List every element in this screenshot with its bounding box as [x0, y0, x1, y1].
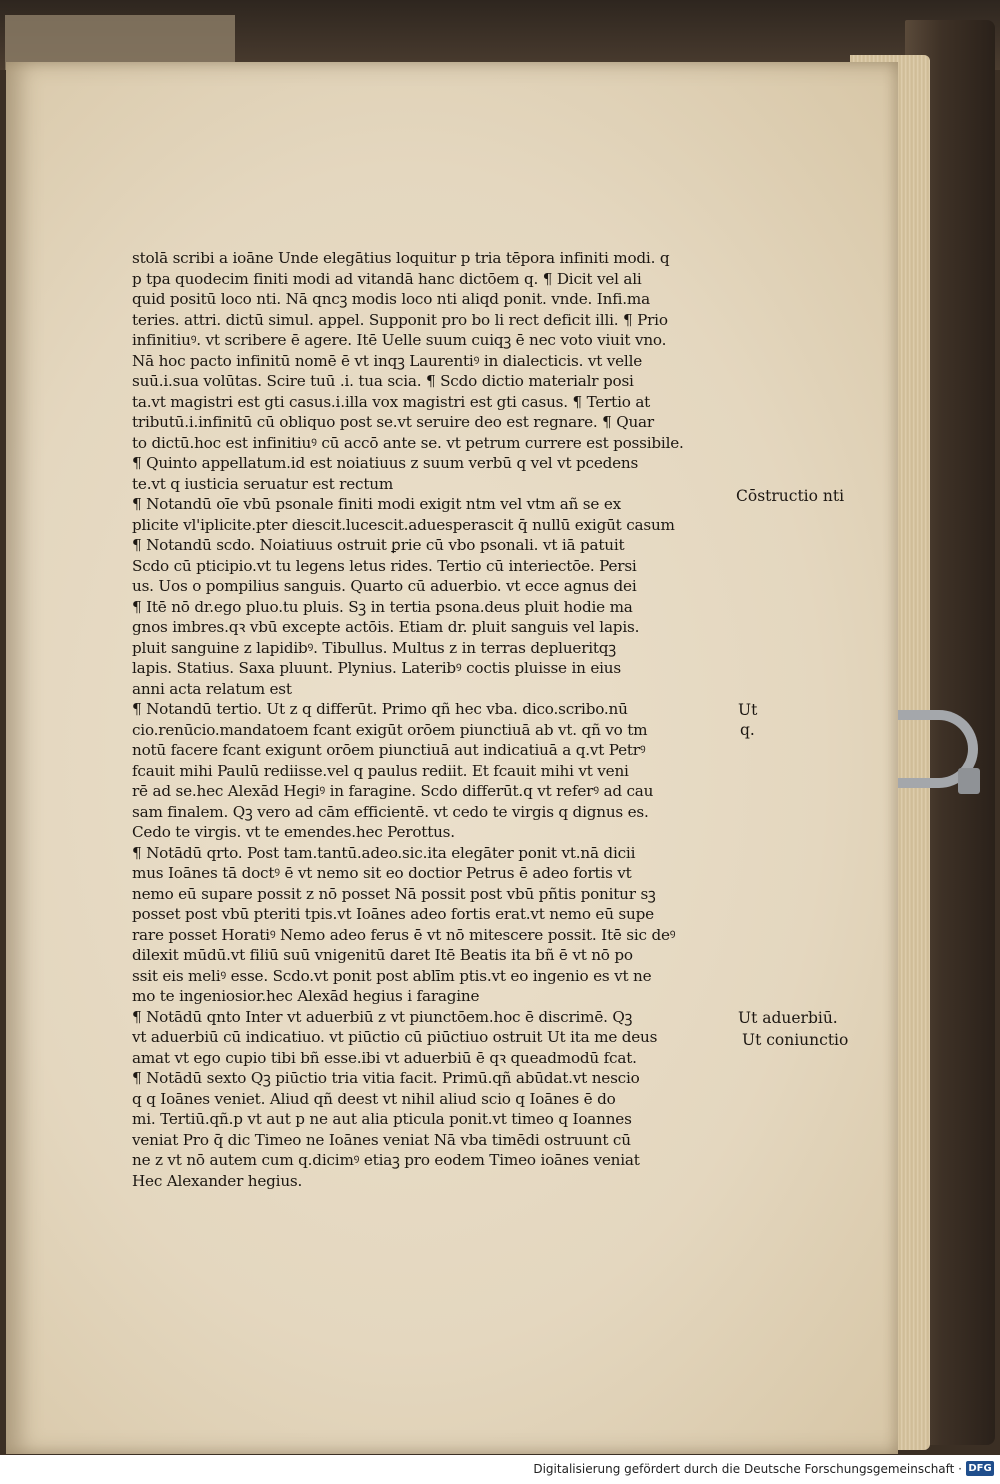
text-line: mus Ioānes tā doctꝰ ē vt nemo sit eo doctior Petrus ē adeo fortis vt [132, 864, 632, 882]
text-line: rē ad se.hec Alexād Hegiꝰ in faragine. Scdo differūt.q vt referꝰ ad cau [132, 782, 654, 800]
text-line: teries. attri. dictū simul. appel. Supponit pro bo li rect deficit illi. ¶ Prio [132, 310, 668, 329]
text-line: posset post vbū pteriti tpis.vt Ioānes adeo fortis erat.vt nemo eū supe [132, 905, 654, 923]
text-line: amat vt ego cupio tibi bñ esse.ibi vt aduerbiū ē qꝛ queadmodū fcat. [132, 1048, 637, 1067]
margin-note-constructio: Cōstructio nti [736, 487, 845, 505]
text-line: notū facere fcant exigunt orōem piunctiuā aut indicatiuā a q.vt Petrꝰ [132, 741, 646, 759]
text-line: anni acta relatum est [132, 679, 292, 698]
text-line: tributū.i.infinitū cū obliquo post se.vt seruire deo est regnare. ¶ Quar [132, 413, 654, 431]
text-line: veniat Pro q̄ dic Timeo ne Ioānes veniat Nā vba timēdi ostruunt cū [132, 1130, 631, 1149]
text-line: vt aduerbiū cū indicatiuo. vt piūctio cū piūctiuo ostruit Ut ita me deus [132, 1028, 658, 1046]
text-line: Cedo te virgis. vt te emendes.hec Perottus. [132, 823, 455, 841]
footer-bar [0, 1455, 1000, 1484]
text-line: nemo eū supare possit z nō posset Nā possit post vbū pñtis ponitur sꝫ [132, 884, 656, 903]
text-line: ¶ Quinto appellatum.id est noiatiuus z suum verbū q vel vt pcedens [132, 454, 639, 472]
margin-note-ut: Ut [738, 701, 758, 719]
footer-credit: Digitalisierung gefördert durch die Deutsche Forschungsgemeinschaft · [533, 1462, 962, 1476]
text-line: quid positū loco nti. Nā qncꝫ modis loco nti aliqd ponit. vnde. Infi.ma [132, 290, 650, 308]
text-line: mi. Tertiū.qñ.p vt aut p ne aut alia pticula ponit.vt timeo q Ioannes [132, 1110, 632, 1128]
text-line: te.vt q iusticia seruatur est rectum [132, 474, 394, 493]
text-line: to dictū.hoc est infinitiuꝰ cū accō ante se. vt petrum currere est possibile. [132, 433, 684, 452]
text-line: cio.renūcio.mandatoem fcant exigūt orōem piunctiuā ab vt. qñ vo tm [132, 720, 648, 739]
text-line: stolā scribi a ioāne Unde elegātius loquitur p tria tēpora infiniti modi. q [132, 249, 670, 267]
text-line: lapis. Statius. Saxa pluunt. Plynius. Lateribꝰ coctis pluisse in eius [132, 659, 621, 677]
text-line: fcauit mihi Paulū rediisse.vel q paulus rediit. Et fcauit mihi vt veni [132, 761, 629, 780]
main-text-block [132, 248, 742, 1191]
text-line: rare posset Horatiꝰ Nemo adeo ferus ē vt nō mitescere possit. Itē sic deꝰ [132, 925, 676, 944]
text-line: mo te ingeniosior.hec Alexād hegius i faragine [132, 987, 480, 1005]
text-line: dilexit mūdū.vt filiū suū vnigenitū daret Itē Beatis ita bñ ē vt nō po [132, 946, 633, 964]
text-line: ¶ Notandū oīe vbū psonale finiti modi exigit ntm vel vtm añ se ex [132, 495, 621, 513]
text-line: ¶ Notandū tertio. Ut z q differūt. Primo qñ hec vba. dico.scribo.nū [132, 700, 628, 718]
text-line: Scdo cū pticipio.vt tu legens letus rides. Tertio cū interiectōe. Persi [132, 556, 637, 575]
text-line: suū.i.sua volūtas. Scire tuū .i. tua scia. ¶ Scdo dictio materialr posi [132, 372, 634, 390]
text-line: gnos imbres.qꝛ vbū excepte actōis. Etiam dr. pluit sanguis vel lapis. [132, 618, 640, 636]
text-line: infinitiuꝰ. vt scribere ē agere. Itē Uelle suum cuiqꝫ ē nec voto viuit vno. [132, 331, 667, 349]
text-line: ¶ Notādū qrto. Post tam.tantū.adeo.sic.ita elegāter ponit vt.nā dicii [132, 843, 636, 862]
margin-note-q: q. [740, 721, 755, 739]
text-line: Nā hoc pacto infinitū nomē ē vt inqꝫ Laurentiꝰ in dialecticis. vt velle [132, 351, 643, 370]
text-line: sam finalem. Qꝫ vero ad cām efficientē. vt cedo te virgis q dignus es. [132, 802, 649, 821]
text-line: q q Ioānes veniet. Aliud qñ deest vt nihil aliud scio q Ioānes ē do [132, 1089, 616, 1108]
text-line: ne z vt nō autem cum q.dicimꝰ etiaꝫ pro eodem Timeo ioānes veniat [132, 1151, 640, 1169]
text-line: ¶ Notādū sexto Qꝫ piūctio tria vitia facit. Primū.qñ abūdat.vt nescio [132, 1069, 640, 1087]
text-line: ¶ Itē nō dr.ego pluo.tu pluis. Sꝫ in tertia psona.deus pluit hodie ma [132, 597, 633, 616]
text-line: us. Uos o pompilius sanguis. Quarto cū aduerbio. vt ecce agnus dei [132, 577, 637, 595]
text-line: plicite vl'iplicite.pter diescit.lucescit.aduesperascit q̄ nullū exigūt casum [132, 515, 675, 534]
margin-note-ut-aduerbium: Ut aduerbiū. [738, 1009, 838, 1027]
text-line: p tpa quodecim finiti modi ad vitandā hanc dictōem q. ¶ Dicit vel ali [132, 269, 642, 288]
text-line: ¶ Notandū scdo. Noiatiuus ostruit ꝑrie cū vbo psonali. vt iā patuit [132, 536, 625, 554]
text-line: Hec Alexander hegius. [132, 1171, 303, 1190]
paper-clip-tip [958, 768, 980, 794]
text-line: pluit sanguine z lapidibꝰ. Tibullus. Multus z in terras deplueritqꝫ [132, 638, 616, 657]
text-line: ¶ Notādū qnto Inter vt aduerbiū z vt piunctōem.hoc ē discrimē. Qꝫ [132, 1007, 633, 1026]
margin-note-ut-coniunctio: Ut coniunctio [742, 1031, 849, 1049]
text-line: ta.vt magistri est gti casus.i.illa vox magistri est gti casus. ¶ Tertio at [132, 392, 651, 411]
text-line: ssit eis meliꝰ esse. Scdo.vt ponit post ablīm ptis.vt eo ingenio es vt ne [132, 966, 652, 985]
dfg-logo: DFG [966, 1461, 994, 1476]
